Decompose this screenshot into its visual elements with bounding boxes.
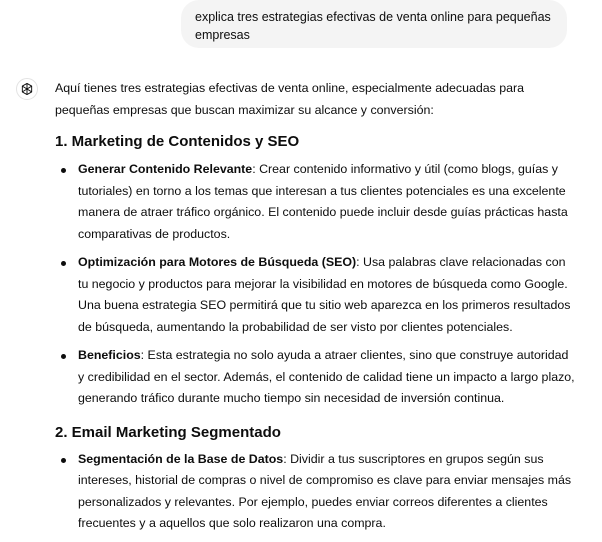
- user-message-bubble: [181, 0, 567, 48]
- list-item-title: Beneficios: [78, 348, 141, 362]
- list-item-text: : Dividir a tus suscriptores en grupos según sus intereses, historial de compras o nivel de compromiso es clave para enviar mensajes más personalizados y relevantes. Por ejemplo, puedes enviar correos diferentes a clientes frecuentes y a aquellos que solo realizaron una compra.: [78, 451, 572, 530]
- list-item-text: : Usa palabras clave relacionadas con tu negocio y productos para mejorar la visibilidad en motores de búsqueda como Google. Una buena estrategia SEO permitirá que tu sitio web aparezca en los primeros resultados de búsqueda, aumentando la probabilidad de ser visto por clientes potenciales.: [78, 255, 571, 334]
- list-item-title: Optimización para Motores de Búsqueda (SEO): [78, 255, 357, 269]
- list-item-text: : Esta estrategia no solo ayuda a atraer clientes, sino que construye autoridad y credibilidad en el sector. Además, el contenido de calidad tiene un impacto a largo plazo, generando tráfico durante mucho tiempo sin necesidad de inversión continua.: [78, 348, 575, 405]
- section-heading: 1. Marketing de Contenidos y SEO: [55, 133, 300, 150]
- user-message-text: explica tres estrategias efectivas de venta online para pequeñas empresas: [195, 10, 551, 42]
- assistant-response: [55, 78, 575, 542]
- list-item-title: Generar Contenido Relevante: [78, 162, 253, 176]
- list-item-title: Segmentación de la Base de Datos: [78, 451, 284, 466]
- bullet-dot: [61, 261, 66, 266]
- response-intro: Aquí tienes tres estrategias efectivas de venta online, especialmente adecuadas para pequeñas empresas que buscan maximizar su alcance y conversión:: [55, 81, 525, 117]
- list-item: [55, 345, 575, 410]
- bullet-dot: [61, 168, 66, 173]
- bullet-dot: [61, 354, 66, 359]
- bullet-list: [55, 449, 575, 535]
- list-item: [55, 159, 575, 245]
- list-item: [55, 252, 575, 338]
- bullet-list: [55, 159, 575, 410]
- openai-logo-icon: [16, 78, 38, 100]
- list-item: [55, 449, 575, 535]
- section-heading: 2. Email Marketing Segmentado: [55, 423, 281, 441]
- list-item-text: : Crear contenido informativo y útil (como blogs, guías y tutoriales) en torno a los temas que interesan a tus clientes potenciales es una excelente manera de atraer tráfico orgánico. El contenido puede incluir desde guías prácticas hasta comparativas de productos.: [78, 162, 568, 241]
- bullet-dot: [61, 458, 66, 463]
